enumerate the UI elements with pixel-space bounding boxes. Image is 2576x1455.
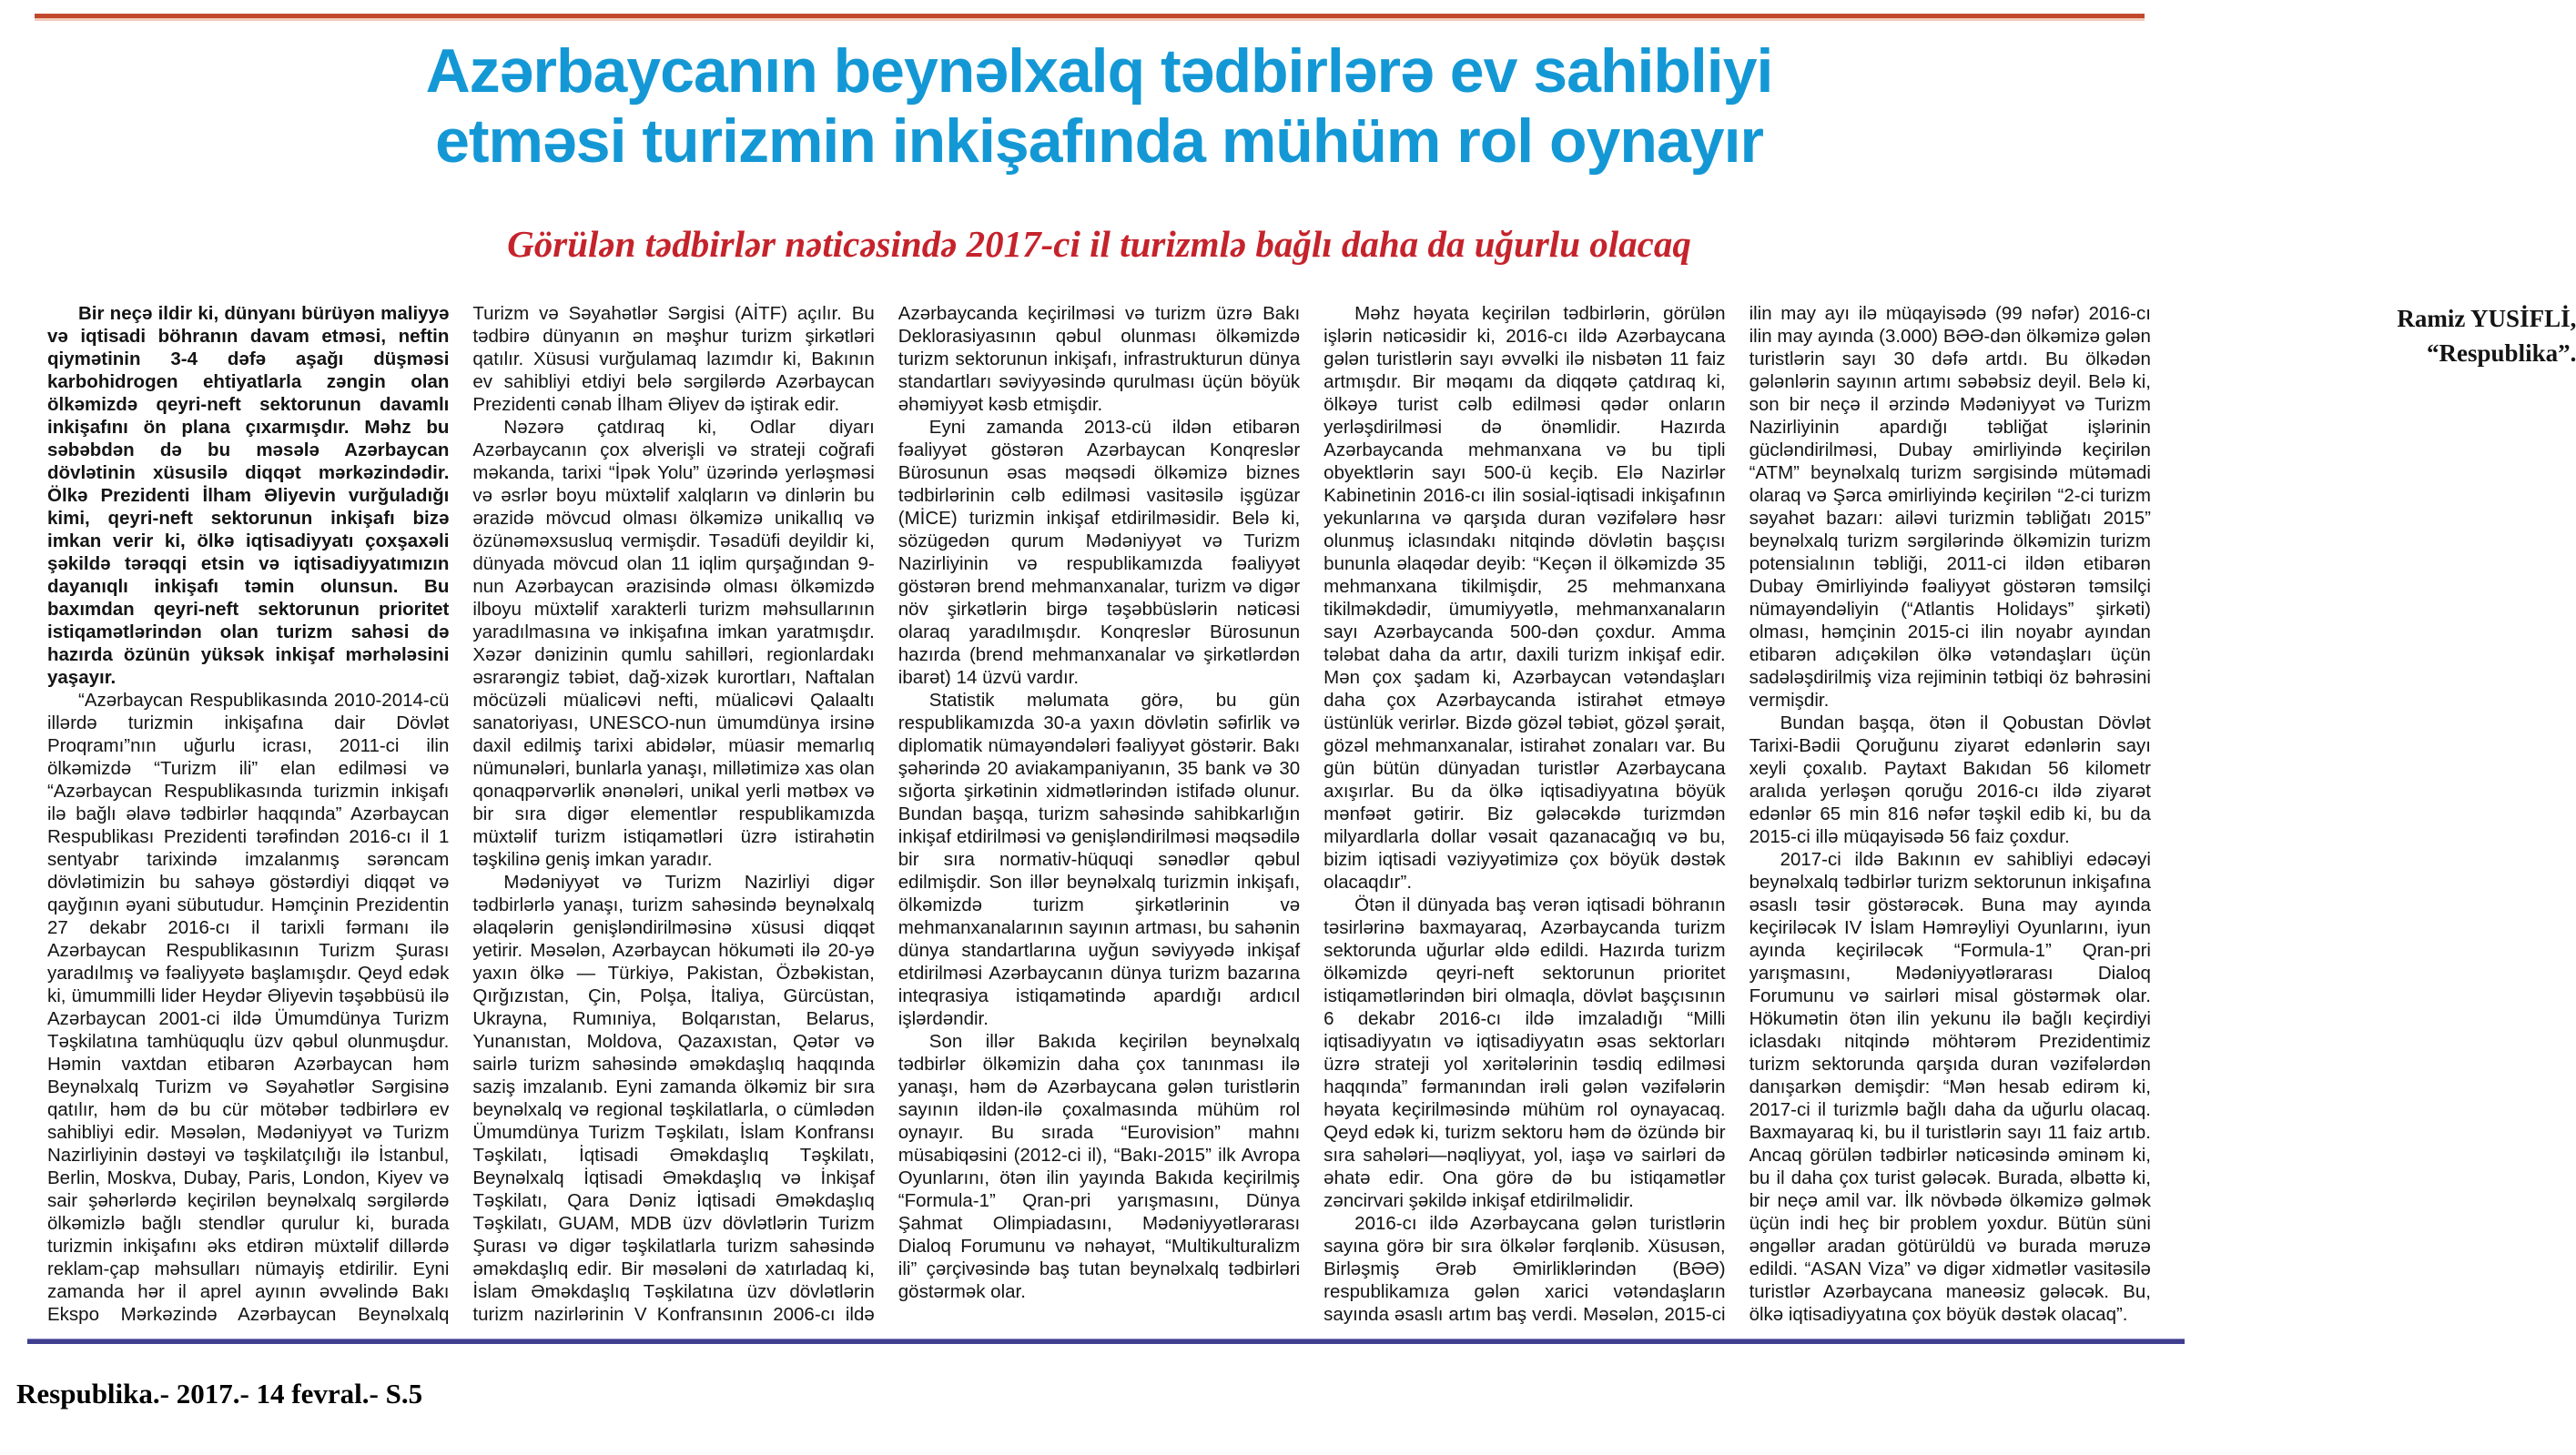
article-paragraph: Ötən il dünyada baş verən iqtisadi böhranın təsirlərinə baxmayaraq, Azərbaycanda turizm sektorunda uğurlar əldə edildi. Hazırda turizm ölkəmizdə qeyri-neft sektorunun prioritet istiqamətlərindən biri olmaqla, dövlət başçısının 6 dekabr 2016-cı ildə imzaladığı “Milli iqtisadiyyatın və iqtisadiyyatın əsas sektorları üzrə strateji yol xəritələrinin təsdiq edilməsi haqqında” fərmanından irəli gələn vəzifələrin həyata keçirilməsində mühüm rol oynayacaq. Qeyd edək ki, turizm sektoru həm də özündə bir sıra sahələri—nəqliyyat, yol, iaşə və sairləri də əhatə edir. Ona görə də bu istiqamətlər zəncirvari şəkildə inkişaf etdirilməlidir. <box>1323 894 1726 1211</box>
article-paragraph: Statistik məlumata görə, bu gün respublikamızda 30-a yaxın dövlətin səfirlik və diplomatik nümayəndələri fəaliyyət göstərir. Bakı şəhərində 20 aviakampaniyanın, 35 bank və 30 sığorta şirkətinin xidmətlərindən istifadə olunur. Bundan başqa, turizm sahəsində sahibkarlığın inkişaf etdirilməsi və genişləndirilməsi məqsədilə bir sıra normativ-hüquqi sənədlər qəbul edilmişdir. Son illər beynəlxalq turizmin inkişafı, ölkəmizdə turizm şirkətlərinin və mehmanxanalarının sayının artması, bu sahənin dünya standartlarına uyğun səviyyədə inkişaf etdirilməsi Azərbaycanın dünya turizm bazarına inteqrasiya istiqamətində apardığı ardıcıl işlərdəndir. <box>898 690 1301 1029</box>
headline-line-1: Azərbaycanın beynəlxalq tədbirlərə ev sahibliyi <box>425 36 1773 106</box>
bottom-rule <box>27 1339 2185 1344</box>
article-subtitle: Görülən tədbirlər nəticəsində 2017-ci il turizmlə bağlı daha da uğurlu olacaq <box>507 223 1691 265</box>
top-rule <box>35 14 2145 21</box>
page-citation: Respublika.- 2017.- 14 fevral.- S.5 <box>16 1378 423 1410</box>
article-paragraph: Mədəniyyət və Turizm Nazirliyi digər tədbirlərlə yanaşı, turizm sahəsində beynəlxalq əlaqələrin genişləndirilməsinə xüsusi diqqət yetirir. Məsələn, Azərbaycan hökuməti ilə 20-yə yaxın ölkə — Türkiyə, Pakistan, Özbəkistan, Qırğızıstan, Çin, Polşa, İtaliya, Gürcüstan, Ukrayna, Rumıniya, Bolqarıstan, Belarus, Yunanıstan, Moldova, Qazaxıstan, Qətər və sairlə turizm sahəsində əməkdaşlıq haqqında saziş imzalanıb. Eyni zamanda ölkəmiz bir sıra beynəlxalq və regional təşkilatlarla, o cümlədən Ümumdünya Turizm Təşkilatı, İslam Konfransı Təşkilatı, İqtisadi Əməkdaşlıq Təşkilatı, Beynəlxalq İqtisadi Əməkdaşlıq və İnkişaf Təşkilatı, Qara Dəniz İqtisadi Əməkdaşlıq Təşkilatı, GUAM, MDB üzv dövlətlərin Turizm Şurası və digər təşkilatlarla turizm sahəsində əməkdaşlıq edir. Bir məsələni də xatırladaq ki, İslam Əməkdaşlıq Təşkilatına üzv dövlətlərin turizm nazirlərinin V Konfransının 2006-cı ildə Azərbaycanda keçirilməsi və turizm üzrə Bakı Deklorasiyasının qəbul olunması ölkəmizdə turizm sektorunun inkişafı, infrastrukturun dünya standartları səviyyəsində qurulması üçün böyük əhəmiyyət kəsb etmişdir. <box>472 303 1301 1325</box>
headline-line-2: etməsi turizmin inkişafında mühüm rol oynayır <box>435 106 1763 176</box>
article-paragraph: 2016-cı ildə Azərbaycana gələn turistlərin sayına görə bir sıra ölkələr fərqlənib. Xüsusən, Birləşmiş Ərəb Əmirliklərindən (BƏƏ) respublikamıza gələn xarici vətəndaşların sayında əsaslı artım baş verdi. Məsələn, 2015-ci ilin may ayı ilə müqayisədə (99 nəfər) 2016-cı ilin may ayında (3.000) BƏƏ-dən ölkəmizə gələn turistlərin sayı 30 dəfə artdı. Bu ölkədən gələnlərin sayının artımı səbəbsiz deyil. Belə ki, son bir neçə il ərzində Mədəniyyət və Turizm Nazirliyinin apardığı təbliğat işlərinin gücləndirilməsi, Dubay əmirliyində keçirilən “ATM” beynəlxalq turizm sərgisində mütəmadi olaraq və Şərca əmirliyində keçirilən “2-ci turizm səyahət bazarı: ailəvi turizmin təbliğatı 2015” beynəlxalq turizm sərgilərində ölkəmizin turizm potensialının təbliği, 2011-ci ildən etibarən Dubay Əmirliyində fəaliyyət göstərən təmsilçi nümayəndəliyin (“Atlantis Holidays” şirkəti) olması, həmçinin 2015-ci ilin noyabr ayından etibarən adıçəkilən ölkə vətəndaşları üçün sadələşdirilmiş viza rejiminin tətbiqi öz bəhrəsini vermişdir. <box>1323 303 2151 1325</box>
article-paragraph: Eyni zamanda 2013-cü ildən etibarən fəaliyyət göstərən Azərbaycan Konqreslər Bürosunun əsas məqsədi ölkəmizə biznes tədbirlərinin cəlb edilməsi vasitəsilə işgüzar (MİCE) turizmin inkişaf etdirilməsidir. Belə ki, sözügedən qurum Mədəniyyət və Turizm Nazirliyinin və respublikamızda fəaliyyət göstərən brend mehmanxanalar, turizm və digər növ şirkətlərin birgə təşəbbüslərin nəticəsi olaraq yaradılmışdır. Konqreslər Bürosunun hazırda (brend mehmanxanalar və şirkətlərdən ibarət) 14 üzvü vardır. <box>898 417 1301 688</box>
article-paragraph: 2017-ci ildə Bakının ev sahibliyi edəcəyi beynəlxalq tədbirlər turizm sektorunun inkişafına əsaslı təsir göstərəcək. Buna may ayında keçiriləcək IV İslam Həmrəyliyi Oyunlarını, iyun ayında keçiriləcək “Formula-1” Qran-pri yarışmasını, Mədəniyyətlərarası Dialoq Forumunu və sairləri misal göstərmək olar. Hökumətin ötən ilin yekunu ilə bağlı keçirdiyi iclasdakı nitqində möhtərəm Prezidentimiz turizm sektorunda qarşıda duran vəzifələrdən danışarkən demişdir: “Mən hesab edirəm ki, 2017-ci il turizmlə bağlı daha da uğurlu olacaq. Baxmayaraq ki, bu il turistlərin sayı 11 faiz artıb. Ancaq görülən tədbirlər nəticəsində əminəm ki, bu il daha çox turist gələcək. Burada, əlbəttə ki, bir neçə amil var. İlk növbədə ölkəmizə gəlmək üçün indi heç bir problem yoxdur. Bütün süni əngəllər aradan götürüldü və burada məruzə edildi. “ASAN Viza” və digər xidmətlər vasitəsilə turistlər Azərbaycana maneəsiz gələcək. Bu, ölkə iqtisadiyyatına çox böyük dəstək olacaq”. <box>1749 849 2151 1325</box>
article-paragraph: Məhz həyata keçirilən tədbirlərin, görülən işlərin nəticəsidir ki, 2016-cı ildə Azərbaycana gələn turistlərin sayı əvvəlki ilə nisbətən 11 faiz artmışdır. Bir məqamı da diqqətə çatdıraq ki, ölkəyə turist cəlb edilməsi qədər onların yerləşdirilməsi də önəmlidir. Hazırda Azərbaycanda mehmanxana və bu tipli obyektlərin sayı 500-ü keçib. Elə Nazirlər Kabinetinin 2016-cı ilin sosial-iqtisadi inkişafının yekunlarına və qarşıda duran vəzifələrə həsr olunmuş iclasındakı nitqində dövlətin başçısı bununla əlaqədar deyib: “Keçən il ölkəmizdə 35 mehmanxana tikilmişdir, 25 mehmanxana tikilməkdədir, ümumiyyətlə, mehmanxanaların sayı Azərbaycanda 500-dən çoxdur. Amma tələbat daha da artır, daxili turizm inkişaf edir. Mən çox şadam ki, Azərbaycan vətəndaşları daha çox Azərbaycanda istirahət etməyə üstünlük verirlər. Bizdə gözəl təbiət, gözəl şərait, gözəl mehmanxanalar, istirahət zonaları var. Bu gün bütün dünyadan turistlər Azərbaycana axışırlar. Bu da ölkə iqtisadiyyatına böyük mənfəət gətirir. Biz gələcəkdə turizmdən milyardlarla dollar vəsait qazanacağıq və bu, bizim iqtisadi vəziyyətimizə çox böyük dəstək olacaqdır”. <box>1323 303 1726 893</box>
article-paragraph: Bundan başqa, ötən il Qobustan Dövlət Tarixi-Bədii Qoruğunu ziyarət edənlərin sayı xeyli çoxalıb. Paytaxt Bakıdan 56 kilometr aralıda yerləşən qoruğu 2016-cı ildə ziyarət edənlər 65 min 816 nəfər təşkil edib ki, bu da 2015-ci illə müqayisədə 56 faiz çoxdur. <box>1749 712 2151 847</box>
article-paragraph-lead: Bir neçə ildir ki, dünyanı bürüyən maliyyə və iqtisadi böhranın davam etməsi, neftin qiymətinin 3-4 dəfə aşağı düşməsi karbohidrogen ehtiyatlarla zəngin olan ölkəmizdə qeyri-neft sektorunun davamlı inkişafını ön plana çıxarmışdır. Məhz bu səbəbdən də bu məsələ Azərbaycan dövlətinin xüsusilə diqqət mərkəzindədir. Ölkə Prezidenti İlham Əliyevin vurğuladığı kimi, qeyri-neft sektorunun inkişafı bizə imkan verir ki, ölkə iqtisadiyyatı çoxşaxəli şəkildə tərəqqi etsin və iqtisadiyyatımızın dayanıqlı inkişafı təmin olunsun. Bu baxımdan qeyri-neft sektorunun prioritet istiqamətlərindən olan turizm sahəsi də hazırda özünün yüksək inkişaf mərhələsini yaşayır. <box>47 303 450 688</box>
article-paragraph: Nəzərə çatdıraq ki, Odlar diyarı Azərbaycanın çox əlverişli və strateji coğrafi məkanda, tarixi “İpək Yolu” üzərində yerləşməsi və əsrlər boyu müxtəlif xalqların və dinlərin bu ərazidə mövcud olması ölkəmizə unikallıq və özünəməxsusluq vermişdir. Təsadüfi deyildir ki, dünyada mövcud olan 11 iqlim qurşağından 9-nun Azərbaycan ərazisində olması ölkəmizdə ilboyu müxtəlif xarakterli turizm məhsullarının yaradılmasına və inkişafına imkan yaratmışdır. Xəzər dənizinin qumlu sahilləri, regionlardakı əsrarəngiz təbiət, dağ-xizək kurortları, Naftalan möcüzəli müalicəvi nefti, müalicəvi Qalaaltı sanatoriyası, UNESCO-nun ümumdünya irsinə daxil edilmiş tarixi abidələr, müasir memarlıq nümunələri, bunlarla yanaşı, millətimizə xas olan qonaqpərvərlik ənənələri, unikal yerli mətbəx və bir sıra digər elementlər respublikamızda müxtəlif turizm istiqamətləri üzrə istirahətin təşkilinə geniş imkan yaradır. <box>472 417 875 870</box>
article-paragraph: Son illər Bakıda keçirilən beynəlxalq tədbirlər ölkəmizin daha çox tanınması ilə yanaşı, həm də Azərbaycana gələn turistlərin sayının ildən-ilə çoxalmasında mühüm rol oynayır. Bu sırada “Eurovision” mahnı müsabiqəsini (2012-ci il), “Bakı-2015” ilk Avropa Oyunlarını, ötən ilin yayında Bakıda keçirilmiş “Formula-1” Qran-pri yarışmasını, Dünya Şahmat Olimpiadasını, Mədəniyyətlərarası Dialoq Forumunu və nəhayət, “Multikulturalizm ili” çərçivəsində baş tutan beynəlxalq tədbirləri göstərmək olar. <box>898 1031 1301 1302</box>
byline-author: Ramiz YUSİFLİ, <box>2397 305 2576 332</box>
article-body <box>47 302 2576 1339</box>
article-headline <box>0 36 2198 177</box>
byline <box>2175 302 2576 371</box>
byline-source: “Respublika”. <box>2427 338 2576 367</box>
article-paragraph: “Azərbaycan Respublikasında 2010-2014-cü illərdə turizmin inkişafına dair Dövlət Proqramı”nın uğurlu icrası, 2011-ci ilin ölkəmizdə “Turizm ili” elan edilməsi və “Azərbaycan Respublikasında turizmin inkişafı ilə bağlı əlavə tədbirlər haqqında” Azərbaycan Respublikası Prezidenti tərəfindən 2016-cı il 1 sentyabr tarixində imzalanmış sərəncam dövlətimizin bu sahəyə göstərdiyi diqqət və qayğının əyani sübutudur. Həmçinin Prezidentin 27 dekabr 2016-cı il tarixli fərmanı ilə Azərbaycan Respublikasının Turizm Şurası yaradılmış və fəaliyyətə başlamışdır. Qeyd edək ki, ümummilli lider Heydər Əliyevin təşəbbüsü ilə Azərbaycan 2001-ci ildə Ümumdünya Turizm Təşkilatına tamhüquqlu üzv qəbul olunmuşdur. Həmin vaxtdan etibarən Azərbaycan həm Beynəlxalq Turizm və Səyahətlər Sərgisinə qatılır, həm də bu cür mötəbər tədbirlərə ev sahibliyi edir. Məsələn, Mədəniyyət və Turizm Nazirliyinin dəstəyi və təşkilatçılığı ilə İstanbul, Berlin, Moskva, Dubay, Paris, London, Kiyev və sair şəhərlərdə keçirilən beynəlxalq sərgilərdə ölkəmizlə bağlı stendlər qurulur ki, burada turizmin inkişafını əks etdirən müxtəlif dillərdə reklam-çap məhsulları nümayiş etdirilir. Eyni zamanda hər il aprel ayının əvvəlində Bakı Ekspo Mərkəzində Azərbaycan Beynəlxalq Turizm və Səyahətlər Sərgisi (AİTF) açılır. Bu tədbirə dünyanın ən məşhur turizm şirkətləri qatılır. Xüsusi vurğulamaq lazımdır ki, Bakının ev sahibliyi etdiyi belə sərgilərdə Azərbaycan Prezidenti cənab İlham Əliyev də iştirak edir. <box>47 303 875 1325</box>
